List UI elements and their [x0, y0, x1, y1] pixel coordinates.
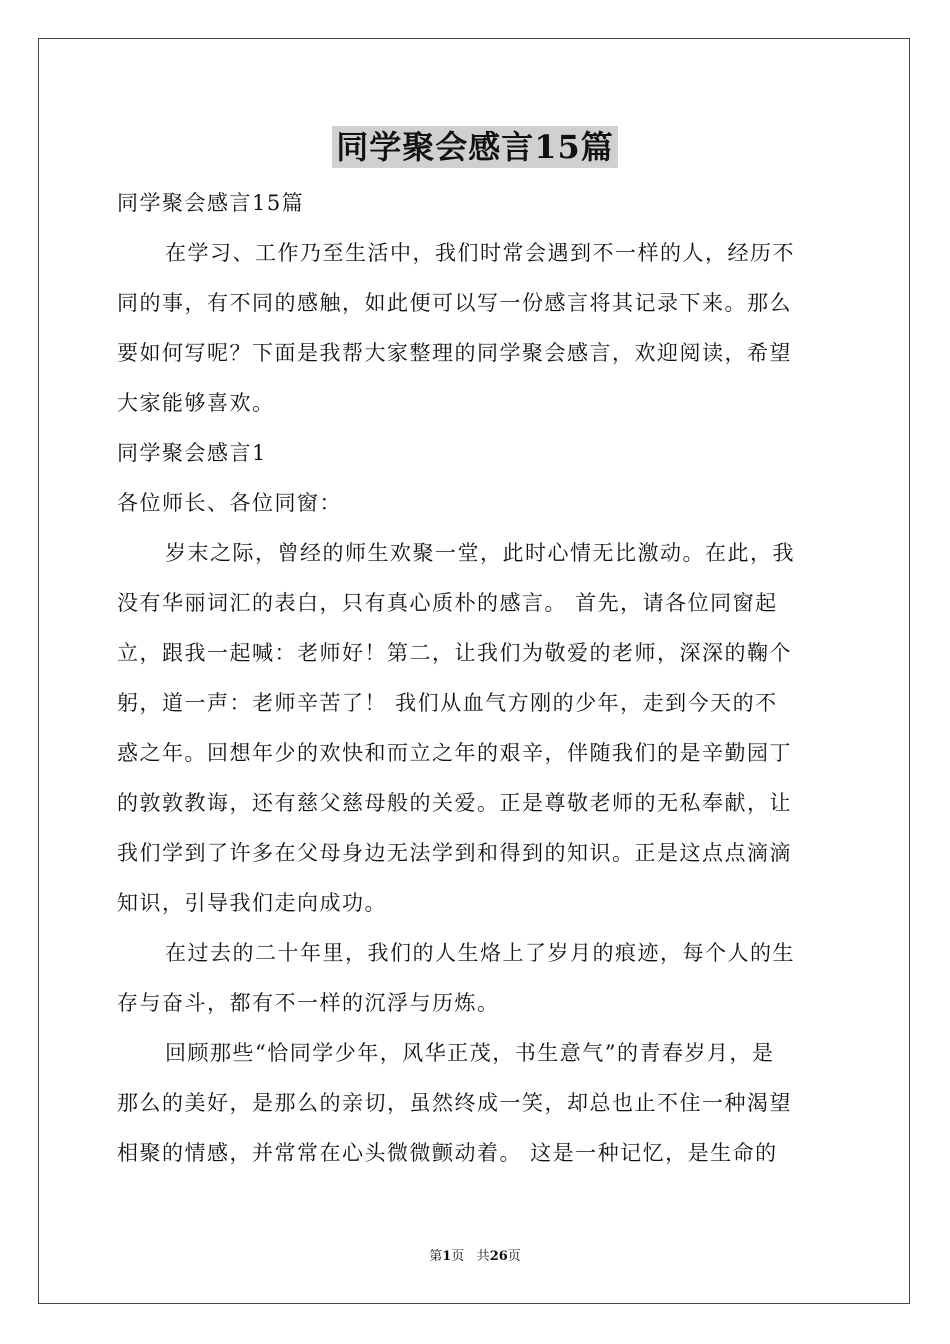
paragraph-line: 在学习、工作乃至生活中，我们时常会遇到不一样的人，经历不 [165, 241, 795, 265]
paragraph-line: 回顾那些“恰同学少年，风华正茂，书生意气”的青春岁月，是 [165, 1041, 775, 1065]
paragraph-line: 岁末之际，曾经的师生欢聚一堂，此时心情无比激动。在此，我 [165, 541, 795, 565]
paragraph-line: 躬，道一声：老师辛苦了！ 我们从血气方刚的少年，走到今天的不 [117, 691, 778, 715]
page-prefix: 第 [429, 1249, 443, 1264]
document-title: 同学聚会感言15篇 [332, 126, 618, 168]
paragraph-line: 要如何写呢？下面是我帮大家整理的同学聚会感言，欢迎阅读，希望 [117, 341, 792, 365]
paragraph-line: 立，跟我一起喊：老师好！第二，让我们为敬爱的老师，深深的鞠个 [117, 641, 792, 665]
paragraph-line: 同的事，有不同的感触，如此便可以写一份感言将其记录下来。那么 [117, 291, 792, 315]
paragraph-line: 没有华丽词汇的表白，只有真心质朴的感言。 首先，请各位同窗起 [117, 591, 778, 615]
paragraph-line: 惑之年。回想年少的欢快和而立之年的艰辛，伴随我们的是辛勤园丁 [117, 741, 792, 765]
title-container [0, 126, 950, 168]
paragraph-line: 相聚的情感，并常常在心头微微颤动着。 这是一种记忆，是生命的 [117, 1141, 778, 1165]
total-suffix: 页 [507, 1249, 521, 1264]
paragraph-line: 存与奋斗，都有不一样的沉浮与历炼。 [117, 991, 500, 1015]
page-footer [0, 1248, 950, 1266]
total-pages: 26 [489, 1249, 508, 1264]
paragraph-line: 在过去的二十年里，我们的人生烙上了岁月的痕迹，每个人的生 [165, 941, 795, 965]
document-body [117, 178, 837, 1178]
paragraph-line: 我们学到了许多在父母身边无法学到和得到的知识。正是这点点滴滴 [117, 841, 792, 865]
paragraph-line: 那么的美好，是那么的亲切，虽然终成一笑，却总也止不住一种渴望 [117, 1091, 792, 1115]
paragraph-line: 知识，引导我们走向成功。 [117, 891, 387, 915]
salutation-line: 各位师长、各位同窗： [117, 491, 342, 515]
page-suffix: 页 [451, 1249, 465, 1264]
subtitle-line: 同学聚会感言15篇 [117, 191, 305, 215]
section-heading: 同学聚会感言1 [117, 441, 267, 465]
page-number: 1 [442, 1249, 452, 1264]
total-prefix: 共 [476, 1249, 490, 1264]
paragraph-line: 的敦敦教诲，还有慈父慈母般的关爱。正是尊敬老师的无私奉献，让 [117, 791, 792, 815]
paragraph-line: 大家能够喜欢。 [117, 391, 275, 415]
